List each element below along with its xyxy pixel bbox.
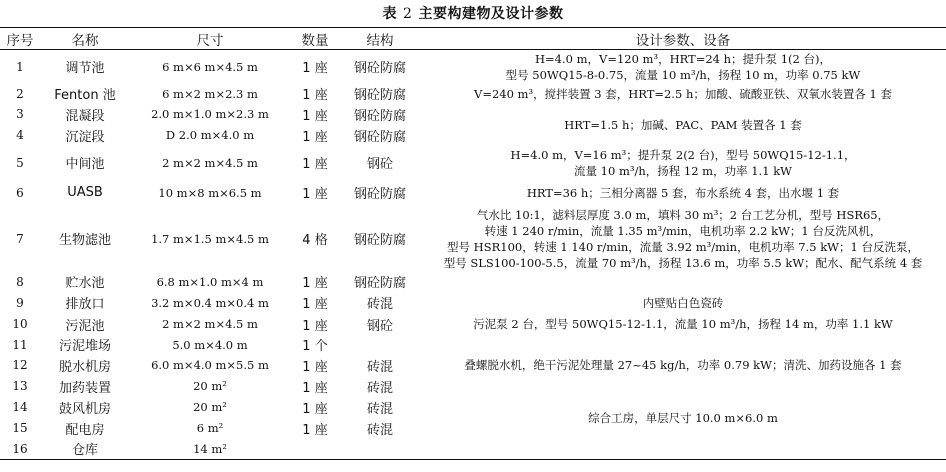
cell-params — [420, 397, 946, 439]
cell-qty: 1 座 — [302, 380, 328, 396]
cell-size: 14 m² — [193, 441, 227, 456]
structures-table — [0, 27, 946, 460]
cell-qty: 1 座 — [302, 108, 328, 124]
cell-params — [420, 272, 946, 292]
table-row — [0, 180, 946, 206]
param-line: 转速 1 240 r/min，流量 1.35 m³/min，电机功率 2.2 kW；1 台反洗风机， — [484, 223, 882, 238]
cell-qty: 1 座 — [302, 297, 328, 312]
cell-size: 5.0 m×4.0 m — [172, 337, 248, 352]
cell-struct: 钢砼防腐 — [353, 187, 406, 202]
header-size: 尺寸 — [130, 28, 290, 50]
cell-name: 污泥池 — [65, 318, 105, 334]
cell-seq: 8 — [16, 274, 24, 289]
cell-seq: 10 — [12, 317, 28, 331]
cell-size: D 2.0 m×4.0 m — [165, 128, 255, 142]
caption-number: 2 — [403, 6, 413, 22]
table-row — [0, 104, 946, 125]
cell-name: 排放口 — [65, 297, 105, 312]
cell-struct: 砖混 — [366, 401, 393, 417]
cell-params — [420, 376, 946, 397]
cell-name: 鼓风机房 — [58, 401, 111, 417]
table-row — [0, 355, 946, 376]
header-params: 设计参数、设备 — [420, 28, 946, 50]
cell-name: 生物滤池 — [58, 233, 111, 248]
cell-qty: 1 座 — [302, 422, 328, 438]
cell-name: UASB — [67, 185, 103, 200]
cell-qty: 1 座 — [302, 318, 328, 334]
cell-name: 混凝段 — [65, 108, 105, 124]
table-row — [0, 146, 946, 180]
cell-struct: 钢砼防腐 — [353, 276, 406, 291]
cell-qty: 1 座 — [302, 276, 328, 291]
cell-name: Fenton 池 — [54, 88, 116, 103]
header-name: 名称 — [40, 28, 130, 50]
cell-name: 污泥堆场 — [58, 339, 111, 354]
table-row — [0, 292, 946, 314]
cell-struct: 砖混 — [366, 380, 393, 396]
cell-struct: 砖混 — [366, 422, 393, 438]
cell-qty: 1 座 — [302, 129, 328, 145]
cell-name: 沉淀段 — [65, 129, 105, 145]
cell-struct: 钢砼防腐 — [353, 233, 406, 248]
cell-struct: 钢砼防腐 — [353, 61, 406, 77]
param-line: 污泥泵 2 台，型号 50WQ15-12-1.1，流量 10 m³/h，扬程 14 m，功率 1.1 kW — [473, 317, 893, 331]
param-line: 流量 10 m³/h，扬程 12 m，功率 1.1 kW — [574, 163, 792, 178]
cell-size: 6 m×6 m×4.5 m — [162, 59, 258, 74]
cell-struct: 钢砼防腐 — [353, 108, 406, 124]
cell-size: 2.0 m×1.0 m×2.3 m — [151, 107, 269, 121]
cell-params — [420, 292, 946, 314]
cell-seq: 4 — [16, 128, 24, 142]
cell-size: 2 m×2 m×4.5 m — [162, 155, 258, 170]
param-line: 型号 50WQ15-8-0.75，流量 10 m³/h，扬程 10 m，功率 0.75 kW — [505, 67, 861, 82]
cell-qty: 1 座 — [302, 359, 328, 375]
cell-struct: 钢砼防腐 — [353, 88, 406, 103]
cell-name: 调节池 — [65, 61, 105, 77]
cell-struct — [340, 335, 420, 355]
cell-qty: 1 座 — [302, 88, 328, 103]
cell-size: 3.2 m×0.4 m×0.4 m — [151, 295, 269, 310]
cell-name: 贮水池 — [65, 276, 105, 291]
param-line: HRT=36 h；三相分离器 5 套，布水系统 4 套，出水堰 1 套 — [526, 185, 840, 200]
cell-name: 脱水机房 — [58, 359, 111, 375]
cell-params — [420, 84, 946, 104]
cell-params — [420, 146, 946, 180]
header-qty: 数量 — [290, 28, 340, 50]
table-row — [0, 376, 946, 397]
param-line: 型号 SLS100-100-5.5，流量 70 m³/h，扬程 13.6 m，功率 5.5 kW；配水、配气系统 4 套 — [443, 255, 923, 270]
cell-seq: 16 — [12, 441, 28, 456]
param-line: 综合工房，单层尺寸 10.0 m×6.0 m — [588, 410, 778, 425]
header-row — [0, 28, 946, 50]
cell-size: 6 m² — [196, 421, 224, 435]
header-struct: 结构 — [340, 28, 420, 50]
cell-seq: 2 — [16, 86, 24, 101]
cell-seq: 11 — [12, 337, 28, 352]
caption-label: 表 — [382, 6, 398, 22]
cell-params — [420, 206, 946, 272]
cell-seq: 13 — [12, 379, 28, 393]
cell-qty: 1 座 — [302, 61, 328, 77]
cell-size: 6.0 m×4.0 m×5.5 m — [151, 358, 269, 372]
cell-seq: 3 — [16, 107, 24, 121]
cell-name: 中间池 — [65, 157, 105, 172]
param-line: 叠螺脱水机，绝干污泥处理量 27~45 kg/h，功率 0.79 kW；清洗、加药设施各 1 套 — [464, 358, 902, 372]
cell-qty: 1 个 — [302, 339, 328, 354]
cell-struct — [340, 439, 420, 460]
cell-name: 配电房 — [65, 422, 105, 438]
cell-params — [420, 335, 946, 355]
table-row — [0, 314, 946, 335]
cell-params — [420, 439, 946, 460]
param-line: HRT=1.5 h；加碱、PAC、PAM 装置各 1 套 — [564, 117, 802, 132]
table-row — [0, 397, 946, 418]
cell-qty: 4 格 — [302, 233, 328, 248]
cell-struct: 砖混 — [366, 359, 393, 375]
cell-seq: 9 — [16, 295, 24, 310]
caption-title: 主要构建物及设计参数 — [418, 6, 564, 22]
table-caption — [0, 3, 946, 23]
cell-qty: 1 座 — [302, 401, 328, 417]
cell-seq: 14 — [12, 400, 28, 414]
cell-name: 仓库 — [71, 443, 98, 459]
cell-struct: 钢砼防腐 — [353, 129, 406, 145]
cell-params — [420, 314, 946, 335]
table-row — [0, 272, 946, 292]
param-line: V=240 m³，搅拌装置 3 套，HRT=2.5 h；加酸、硫酸亚铁、双氧水装置各 1 套 — [474, 86, 892, 101]
param-line: 气水比 10:1，滤料层厚度 3.0 m，填料 30 m³；2 台工艺分机，型号 HSR65， — [476, 207, 890, 222]
param-line: H=4.0 m，V=120 m³，HRT=24 h；提升泵 1(2 台)， — [535, 51, 831, 66]
cell-size: 2 m×2 m×4.5 m — [162, 317, 258, 331]
table-row — [0, 206, 946, 272]
cell-params — [420, 180, 946, 206]
cell-params — [420, 104, 946, 146]
cell-params — [420, 50, 946, 84]
cell-qty: 1 座 — [302, 157, 328, 172]
param-line: 内壁贴白色瓷砖 — [642, 295, 724, 310]
cell-struct: 钢砼 — [366, 318, 393, 334]
cell-struct: 钢砼 — [366, 157, 393, 172]
cell-size: 6 m×2 m×2.3 m — [162, 86, 258, 101]
cell-seq: 7 — [16, 231, 24, 246]
cell-qty — [290, 439, 340, 460]
cell-size: 20 m² — [193, 400, 227, 414]
cell-seq: 5 — [16, 155, 24, 170]
table-row — [0, 439, 946, 460]
cell-name: 加药装置 — [58, 380, 111, 396]
cell-params — [420, 355, 946, 376]
cell-qty: 1 座 — [302, 187, 328, 202]
cell-seq: 15 — [12, 421, 28, 435]
param-line: H=4.0 m，V=16 m³；提升泵 2(2 台)，型号 50WQ15-12-1.1， — [510, 147, 856, 162]
table-row — [0, 50, 946, 84]
cell-seq: 1 — [16, 59, 24, 74]
cell-size: 20 m² — [193, 379, 227, 393]
cell-struct: 砖混 — [366, 297, 393, 312]
cell-seq: 6 — [16, 185, 24, 200]
cell-seq: 12 — [12, 358, 28, 372]
param-line: 型号 HSR100，转速 1 140 r/min，流量 3.92 m³/min，电机功率 7.5 kW；1 台反洗泵， — [447, 239, 919, 254]
table-row — [0, 84, 946, 104]
cell-size: 6.8 m×1.0 m×4 m — [156, 274, 264, 289]
cell-size: 10 m×8 m×6.5 m — [158, 185, 262, 200]
cell-size: 1.7 m×1.5 m×4.5 m — [151, 231, 269, 246]
table-row — [0, 335, 946, 355]
header-seq: 序号 — [0, 28, 40, 50]
